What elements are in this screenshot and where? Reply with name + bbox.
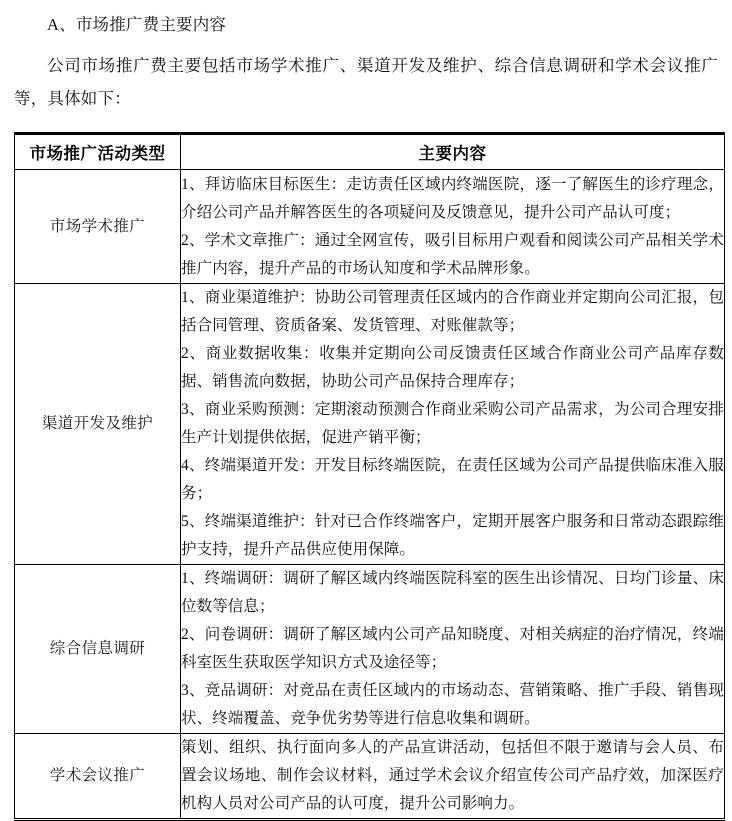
cell-activity-type: 综合信息调研 — [15, 565, 181, 734]
table-header-row — [15, 134, 725, 170]
content-line: 2、问卷调研：调研了解区域内公司产品知晓度、对相关病症的治疗情况，终端科室医生获取医学知识方式及途径等； — [181, 626, 724, 671]
content-line: 3、商业采购预测：定期滚动预测合作商业采购公司产品需求，为公司合理安排生产计划提供依据，促进产销平衡； — [181, 401, 724, 446]
content-line: 3、竞品调研：对竞品在责任区域内的市场动态、营销策略、推广手段、销售现状、终端覆盖、竞争优劣势等进行信息收集和调研。 — [181, 682, 724, 727]
cell-activity-type: 市场学术推广 — [15, 170, 181, 284]
table-header — [15, 134, 725, 170]
content-line: 2、学术文章推广：通过全网宣传，吸引目标用户观看和阅读公司产品相关学术推广内容，提升产品的市场认知度和学术品牌形象。 — [181, 231, 724, 277]
header-cell-content: 主要内容 — [181, 134, 725, 170]
table-body — [15, 170, 725, 820]
table-row — [15, 284, 725, 565]
cell-main-content — [181, 734, 725, 820]
table-row — [15, 170, 725, 284]
header-cell-type: 市场推广活动类型 — [15, 134, 181, 170]
promotion-table-container — [14, 132, 724, 821]
content-line: 策划、组织、执行面向多人的产品宣讲活动，包括但不限于邀请与会人员、布置会议场地、制作会议材料，通过学术会议介绍宣传公司产品疗效，加深医疗机构人员对公司产品的认可度，提升公司影响力。 — [181, 739, 724, 812]
cell-main-content — [181, 565, 725, 734]
cell-main-content — [181, 170, 725, 284]
cell-main-content — [181, 284, 725, 565]
content-line: 4、终端渠道开发：开发目标终端医院，在责任区域为公司产品提供临床准入服务； — [181, 457, 724, 502]
cell-activity-type: 渠道开发及维护 — [15, 284, 181, 565]
intro-section — [0, 0, 732, 115]
table-row — [15, 565, 725, 734]
content-line: 1、商业渠道维护：协助公司管理责任区域内的合作商业并定期向公司汇报，包括合同管理、资质备案、发货管理、对账催款等； — [181, 289, 724, 334]
content-line: 5、终端渠道维护：针对已合作终端客户，定期开展客户服务和日常动态跟踪维护支持，提升产品供应使用保障。 — [181, 513, 724, 558]
cell-activity-type: 学术会议推广 — [15, 734, 181, 820]
content-line: 2、商业数据收集：收集并定期向公司反馈责任区域合作商业公司产品库存数据、销售流向数据，协助公司产品保持合理库存； — [181, 345, 724, 390]
market-promotion-table — [14, 132, 725, 821]
content-line: 1、终端调研：调研了解区域内终端医院科室的医生出诊情况、日均门诊量、床位数等信息； — [181, 570, 724, 615]
table-row — [15, 734, 725, 820]
content-line: 1、拜访临床目标医生：走访责任区域内终端医院，逐一了解医生的诊疗理念，介绍公司产品并解答医生的各项疑问及反馈意见，提升公司产品认可度； — [181, 175, 724, 221]
section-heading: A、市场推广费主要内容 — [47, 15, 227, 34]
intro-paragraph: 公司市场推广费主要包括市场学术推广、渠道开发及维护、综合信息调研和学术会议推广等，具体如下： — [14, 56, 718, 108]
